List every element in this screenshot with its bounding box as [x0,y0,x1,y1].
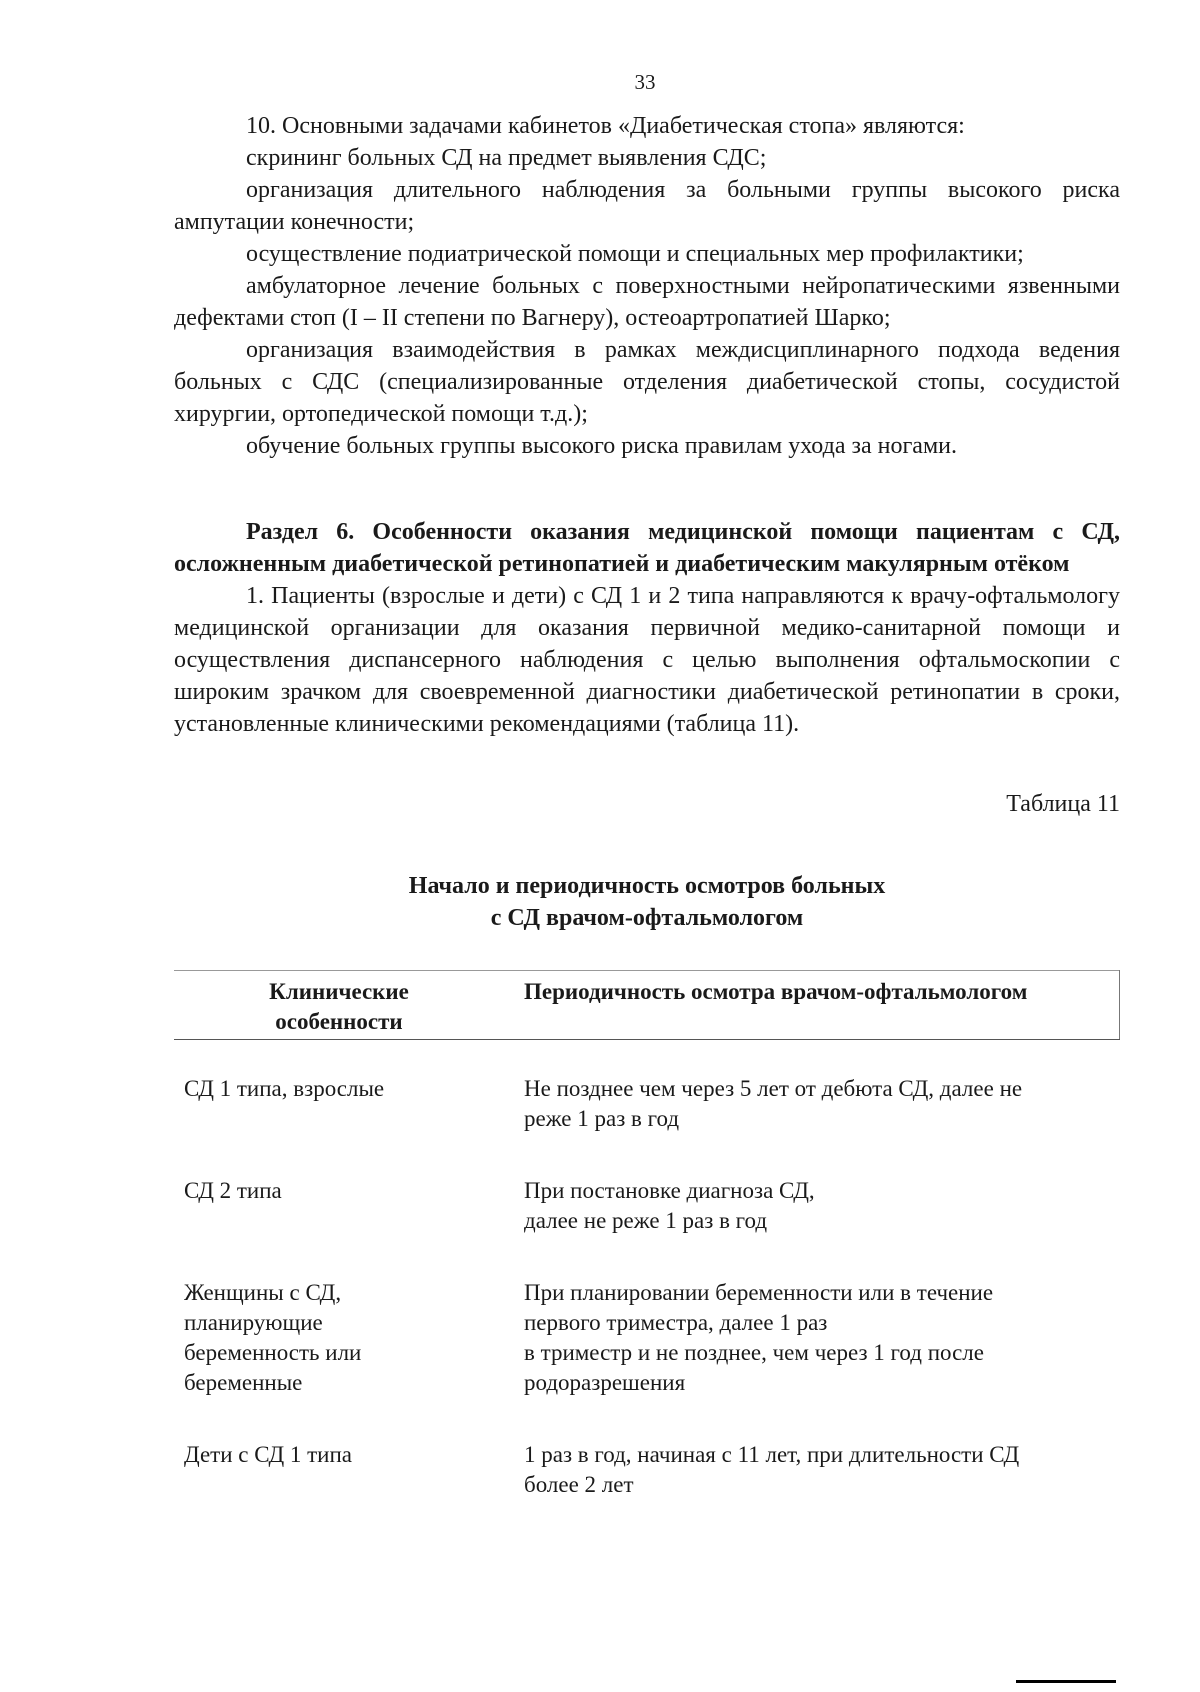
exam-schedule-table [174,970,1120,1510]
clinical-feature-cell [174,1040,504,1145]
footer-line [1016,1680,1116,1683]
cell-line: СД 1 типа, взрослые [184,1076,385,1101]
table-row [174,1144,1120,1246]
clinical-feature-cell [174,1246,504,1408]
cell-line: Не позднее чем через 5 лет от дебюта СД, далее не [524,1076,1023,1101]
cell-line: реже 1 раз в год [524,1106,680,1131]
table-row [174,1040,1120,1145]
section-paragraph: 1. Пациенты (взрослые и дети) с СД 1 и 2 типа направляются к врачу-офтальмологу медицинской организации для оказания первичной медико-санитарной помощи и осуществления диспансерного наблюдения с целью выполнения офтальмоскопии с широким зрачком для своевременной диагностики диабетической ретинопатии в сроки, установленные клиническими рекомендациями (таблица 11). [174,583,1120,737]
cell-line: беременность или [184,1340,362,1365]
clinical-feature-cell [174,1408,504,1510]
table-header-row [174,971,1120,1040]
task-item: амбулаторное лечение больных с поверхностными нейропатическими язвенными дефектами стоп (I – II степени по Вагнеру), остеоартропатией Шарко; [174,273,1120,331]
task-item: осуществление подиатрической помощи и специальных мер профилактики; [246,241,1024,267]
cell-line: в триместр и не позднее, чем через 1 год после [524,1340,984,1365]
cell-line: При постановке диагноза СД, [524,1178,815,1203]
exam-frequency-cell [504,1408,1120,1510]
task-item: организация длительного наблюдения за больными группы высокого риска ампутации конечности; [174,177,1120,235]
task-item: обучение больных группы высокого риска правилам ухода за ногами. [246,433,957,459]
table-title [174,870,1120,934]
table-row [174,1246,1120,1408]
table-row [174,1408,1120,1510]
cell-line: родоразрешения [524,1370,686,1395]
cell-line: Женщины с СД, [184,1280,342,1305]
table-caption: Таблица 11 [1006,791,1120,817]
cell-line: При планировании беременности или в течение [524,1280,994,1305]
table-title-line: с СД врачом-офтальмологом [490,905,804,931]
cell-line: СД 2 типа [184,1178,282,1203]
cell-line: 1 раз в год, начиная с 11 лет, при длительности СД [524,1442,1020,1467]
document-body [174,110,1120,1510]
header-clinical-features [174,971,504,1040]
cell-line: первого триместра, далее 1 раз [524,1310,828,1335]
cell-line: Дети с СД 1 типа [184,1442,353,1467]
cell-line: далее не реже 1 раз в год [524,1208,768,1233]
clinical-feature-cell [174,1144,504,1246]
exam-frequency-cell [504,1144,1120,1246]
cell-line: более 2 лет [524,1472,634,1497]
exam-frequency-cell [504,1040,1120,1145]
cell-line: беременные [184,1370,303,1395]
section-heading: Раздел 6. Особенности оказания медицинской помощи пациентам с СД, осложненным диабетической ретинопатией и диабетическим макулярным отёком [174,519,1120,577]
page-number: 33 [634,70,656,94]
task-item: скрининг больных СД на предмет выявления СДС; [246,145,767,171]
task-item: организация взаимодействия в рамках междисциплинарного подхода ведения больных с СДС (специализированные отделения диабетической стопы, сосудистой хирургии, ортопедической помощи т.д.); [174,337,1120,427]
exam-frequency-cell [504,1246,1120,1408]
header-line: особенности [275,1009,403,1034]
header-line: Клинические [269,979,409,1004]
header-exam-frequency: Периодичность осмотра врачом-офтальмологом [504,971,1120,1040]
table-title-line: Начало и периодичность осмотров больных [408,873,886,899]
cell-line: планирующие [184,1310,323,1335]
list-intro: 10. Основными задачами кабинетов «Диабетическая стопа» являются: [246,113,965,139]
